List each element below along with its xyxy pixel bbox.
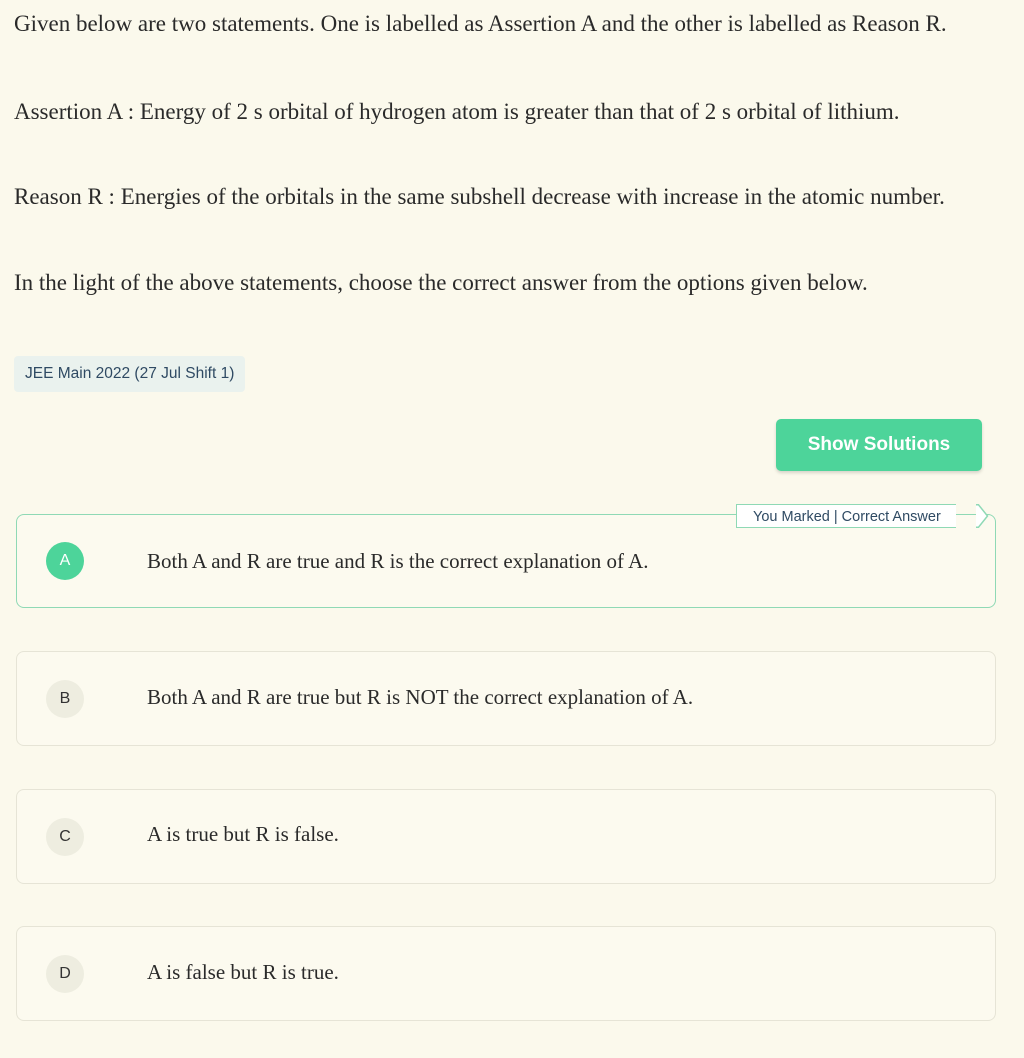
show-solutions-button[interactable]: Show Solutions xyxy=(776,419,982,471)
option-letter-a: A xyxy=(46,542,84,580)
you-marked-correct-badge: You Marked | Correct Answer xyxy=(736,504,956,528)
option-b[interactable] xyxy=(16,651,996,746)
option-letter-d: D xyxy=(46,955,84,993)
option-text-a: Both A and R are true and R is the correct explanation of A. xyxy=(147,549,649,573)
question-intro: Given below are two statements. One is labelled as Assertion A and the other is labelled as Reason R. xyxy=(14,11,947,36)
option-letter-b: B xyxy=(46,680,84,718)
question-prompt: In the light of the above statements, choose the correct answer from the options given below. xyxy=(14,270,868,295)
option-c[interactable] xyxy=(16,789,996,884)
exam-tag: JEE Main 2022 (27 Jul Shift 1) xyxy=(14,356,245,392)
badge-ribbon-end xyxy=(976,504,994,528)
option-d[interactable] xyxy=(16,926,996,1021)
option-text-b: Both A and R are true but R is NOT the correct explanation of A. xyxy=(147,685,694,709)
reason-statement: Reason R : Energies of the orbitals in the same subshell decrease with increase in the atomic number. xyxy=(14,184,945,209)
option-text-d: A is false but R is true. xyxy=(147,960,339,984)
option-letter-c: C xyxy=(46,818,84,856)
option-text-c: A is true but R is false. xyxy=(147,822,339,846)
assertion-statement: Assertion A : Energy of 2 s orbital of hydrogen atom is greater than that of 2 s orbital of lithium. xyxy=(14,99,900,124)
